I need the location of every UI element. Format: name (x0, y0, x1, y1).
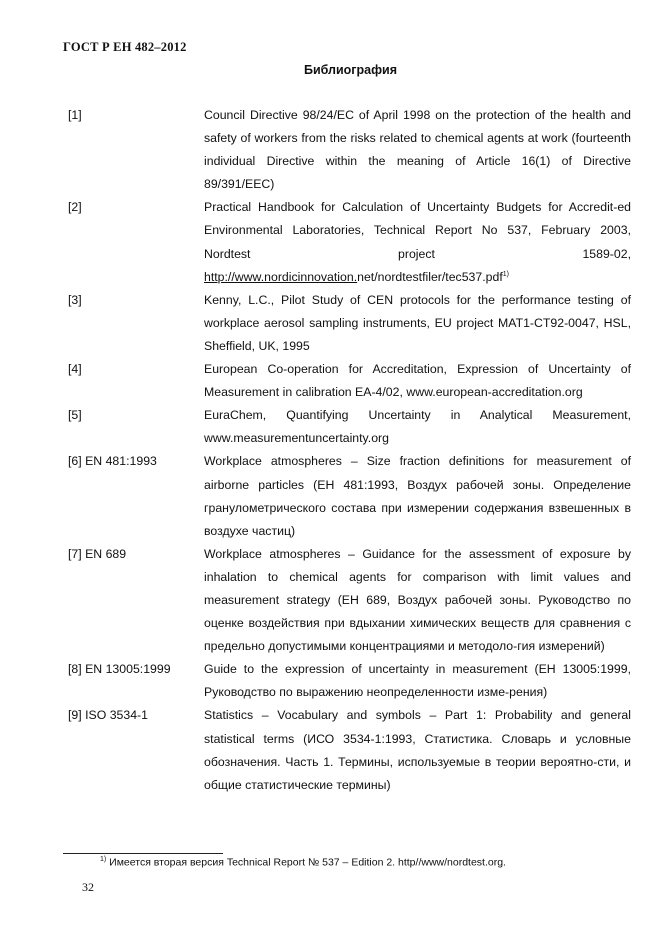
bibliography-entry (68, 104, 631, 196)
entry-ref: [8] EN 13005:1999 (68, 662, 171, 677)
entry-text: European Co-operation for Accreditation, Expression of Uncertainty of Measurement in calibration EA-4/02, www.european-accreditation.org (204, 362, 631, 400)
entry-text-after: net/nordtestfiler/tec537.pdf (357, 269, 503, 284)
entry-text: Kenny, L.C., Pilot Study of CEN protocols for the performance testing of workplace aerosol sampling instruments, EU project MAT1-CT92-0047, HSL, Sheffield, UK, 1995 (204, 292, 631, 353)
bibliography-entry (68, 450, 631, 542)
entry-ref: [9] ISO 3534-1 (68, 708, 148, 723)
footnote-mark: 1) (502, 270, 509, 278)
bibliography-entry (68, 543, 631, 658)
footnote-text: Имеется вторая версия Technical Report № 537 – Edition 2. http//www/nordtest.org. (109, 856, 506, 869)
footnote-mark: 1) (100, 856, 107, 863)
bibliography-entry (68, 704, 631, 796)
nordicinnovation-link[interactable]: http://www.nordicinnovation. (204, 269, 358, 284)
entry-text: Guide to the expression of uncertainty in measurement (ЕН 13005:1999, Руководство по выражению неопределенности изме-рения) (204, 662, 631, 700)
entry-text: Council Directive 98/24/EC of April 1998 on the protection of the health and safety of workers from the risks related to chemical agents at work (fourteenth individual Directive within the meaning of Article 16(1) of Directive 89/391/EEC) (204, 108, 631, 192)
bibliography-entry (68, 196, 631, 288)
entry-ref: [7] EN 689 (68, 546, 127, 561)
entry-text: Workplace atmospheres – Guidance for the assessment of exposure by inhalation to chemical agents for comparison with limit values and measurement strategy (ЕН 689, Воздух рабочей зоны. Руководство по оценке воздействия при вдыхании химических веществ для сравнения с предельно допустимыми концентрациями и методоло-гия измерений) (204, 546, 631, 654)
page-title: Библиография (303, 63, 398, 77)
entry-ref: [1] (68, 108, 82, 122)
bibliography-entry (68, 289, 631, 358)
entry-ref: [4] (68, 362, 82, 377)
entry-text: Statistics – Vocabulary and symbols – Part 1: Probability and general statistical terms (ИСО 3534-1:1993, Статистика. Словарь и условные обозначения. Часть 1. Термины, используемые в теории вероятно-сти, и общие статистические термины) (204, 708, 631, 792)
entry-ref: [2] (68, 200, 82, 215)
bibliography-list (68, 104, 631, 797)
footnote-divider (63, 853, 223, 854)
document-header: ГОСТ Р ЕН 482–2012 (63, 40, 187, 54)
entry-text: EuraChem, Quantifying Uncertainty in Analytical Measurement, www.measurementuncertainty.org (204, 408, 631, 446)
entry-ref: [6] EN 481:1993 (68, 454, 157, 469)
footnote (100, 856, 506, 869)
entry-text-before: Practical Handbook for Calculation of Uncertainty Budgets for Accredit-ed Environmental Laboratories, Technical Report No 537, February 2003, Nordtest project 1589-02, (204, 200, 631, 261)
entry-text: Workplace atmospheres – Size fraction definitions for measurement of airborne particles (ЕН 481:1993, Воздух рабочей зоны. Определение гранулометрического состава при измерении содержания взвешенных в воздухе частиц) (204, 454, 631, 538)
bibliography-entry (68, 358, 631, 404)
page-number: 32 (82, 880, 94, 894)
bibliography-entry (68, 658, 631, 704)
bibliography-entry (68, 404, 631, 450)
entry-text (204, 196, 631, 288)
entry-ref: [5] (68, 408, 82, 423)
entry-ref: [3] (68, 292, 82, 307)
